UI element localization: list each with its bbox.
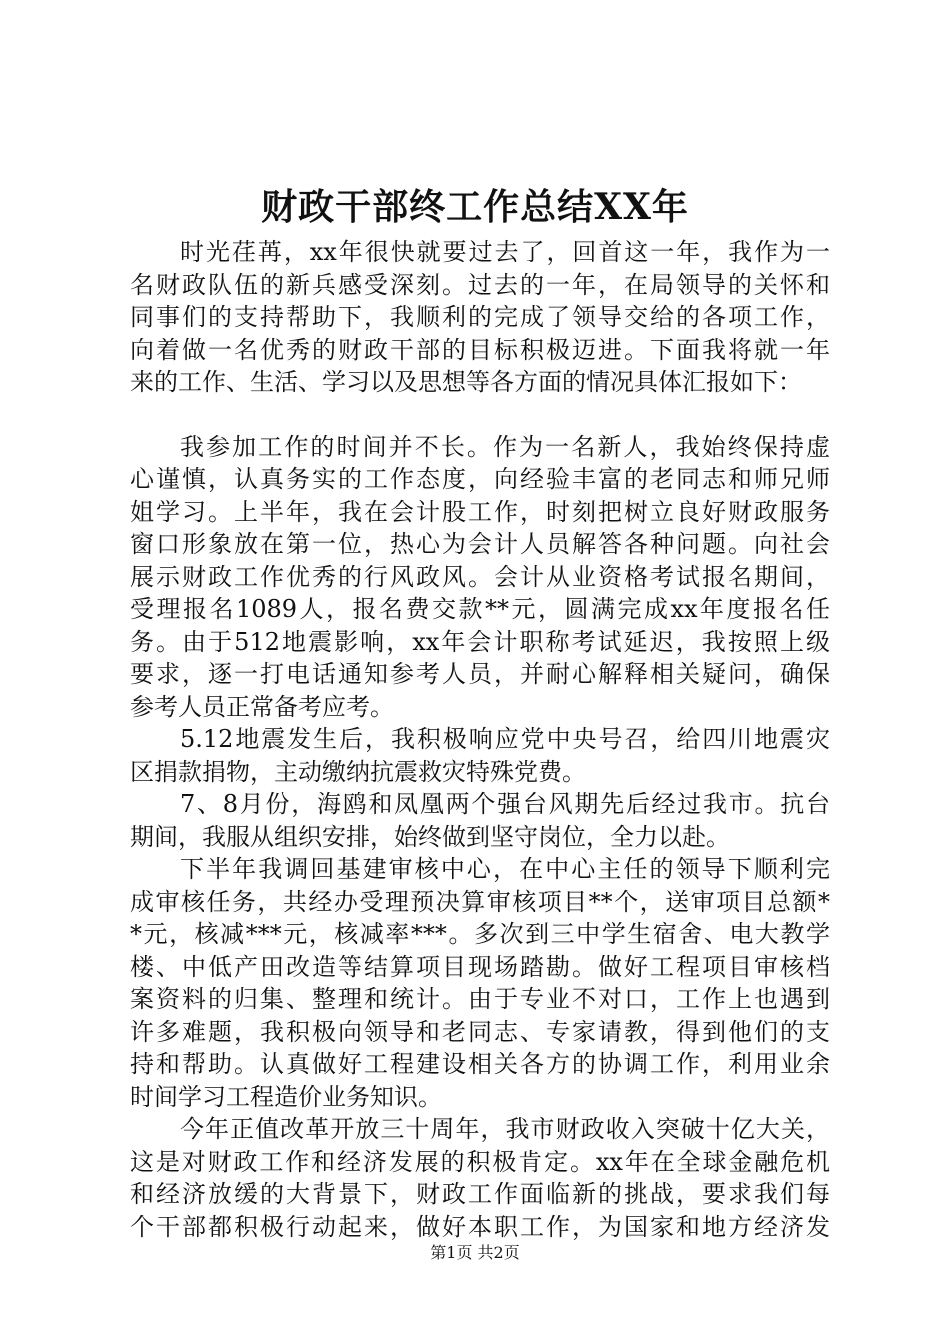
text-line: 同事们的支持帮助下，我顺利的完成了领导交给的各项工作， xyxy=(130,303,830,331)
paragraph-typhoon xyxy=(130,788,830,853)
text-line: *元，核减***元，核减率***。多次到三中学生宿舍、电大教学 xyxy=(130,920,830,948)
text-line: 务。由于512地震影响，xx年会计职称考试延迟，我按照上级 xyxy=(130,627,830,656)
text-line: 持和帮助。认真做好工程建设相关各方的协调工作，利用业余 xyxy=(130,1050,830,1078)
text-line: 这是对财政工作和经济发展的积极肯定。xx年在全球金融危机 xyxy=(130,1147,830,1176)
text-line: 心谨慎，认真务实的工作态度，向经验丰富的老同志和师兄师 xyxy=(130,465,830,493)
text-line: 期间，我服从组织安排，始终做到坚守岗位，全力以赴。 xyxy=(130,822,730,851)
text-line: 下半年我调回基建审核中心，在中心主任的领导下顺利完 xyxy=(180,855,830,883)
document-title: 财政干部终工作总结XX年 xyxy=(261,186,689,228)
text-line: 案资料的归集、整理和统计。由于专业不对口，工作上也遇到 xyxy=(130,985,830,1013)
text-line: 7、8月份，海鸥和凤凰两个强台风期先后经过我市。抗台 xyxy=(180,790,830,818)
text-line: 受理报名1089人，报名费交款**元，圆满完成xx年度报名任 xyxy=(130,595,830,623)
text-line: 许多难题，我积极向领导和老同志、专家请教，得到他们的支 xyxy=(130,1017,830,1046)
text-line: 区捐款捐物，主动缴纳抗震救灾特殊党费。 xyxy=(130,757,586,786)
text-line: 要求，逐一打电话通知参考人员，并耐心解释相关疑问，确保 xyxy=(130,660,830,688)
paragraph-reform-anniversary xyxy=(130,1113,830,1243)
text-line: 我参加工作的时间并不长。作为一名新人，我始终保持虚 xyxy=(180,432,830,461)
text-line: 参考人员正常备考应考。 xyxy=(130,692,394,721)
text-line: 向着做一名优秀的财政干部的目标积极迈进。下面我将就一年 xyxy=(130,335,830,364)
text-line: 和经济放缓的大背景下，财政工作面临新的挑战，要求我们每 xyxy=(130,1180,830,1208)
text-line: 个干部都积极行动起来，做好本职工作，为国家和地方经济发 xyxy=(130,1212,830,1241)
paragraph-second-half-year xyxy=(130,853,830,1113)
text-line: 楼、中低产田改造等结算项目现场踏勘。做好工程项目审核档 xyxy=(130,952,830,981)
text-line: 成审核任务，共经办受理预决算审核项目**个，送审项目总额* xyxy=(130,887,830,916)
text-line: 姐学习。上半年，我在会计股工作，时刻把树立良好财政服务 xyxy=(130,497,830,526)
text-line: 展示财政工作优秀的行风政风。会计从业资格考试报名期间， xyxy=(130,562,830,591)
text-line: 名财政队伍的新兵感受深刻。过去的一年，在局领导的关怀和 xyxy=(130,270,830,299)
text-line: 来的工作、生活、学习以及思想等各方面的情况具体汇报如下： xyxy=(130,368,802,396)
text-line: 今年正值改革开放三十周年，我市财政收入突破十亿大关， xyxy=(180,1115,830,1143)
text-line: 5.12地震发生后，我积极响应党中央号召，给四川地震灾 xyxy=(180,725,830,753)
text-line: 时光荏苒，xx年很快就要过去了，回首这一年，我作为一 xyxy=(180,238,830,266)
page-number-footer: 第1页 共2页 xyxy=(430,1243,520,1262)
text-line: 时间学习工程造价业务知识。 xyxy=(130,1082,442,1111)
paragraph-first-half-year xyxy=(130,431,830,724)
paragraph-gap xyxy=(130,399,830,431)
paragraph-intro xyxy=(130,236,830,399)
paragraph-earthquake xyxy=(130,723,830,788)
document-body xyxy=(130,236,830,1243)
text-line: 窗口形象放在第一位，热心为会计人员解答各种问题。向社会 xyxy=(130,530,830,558)
